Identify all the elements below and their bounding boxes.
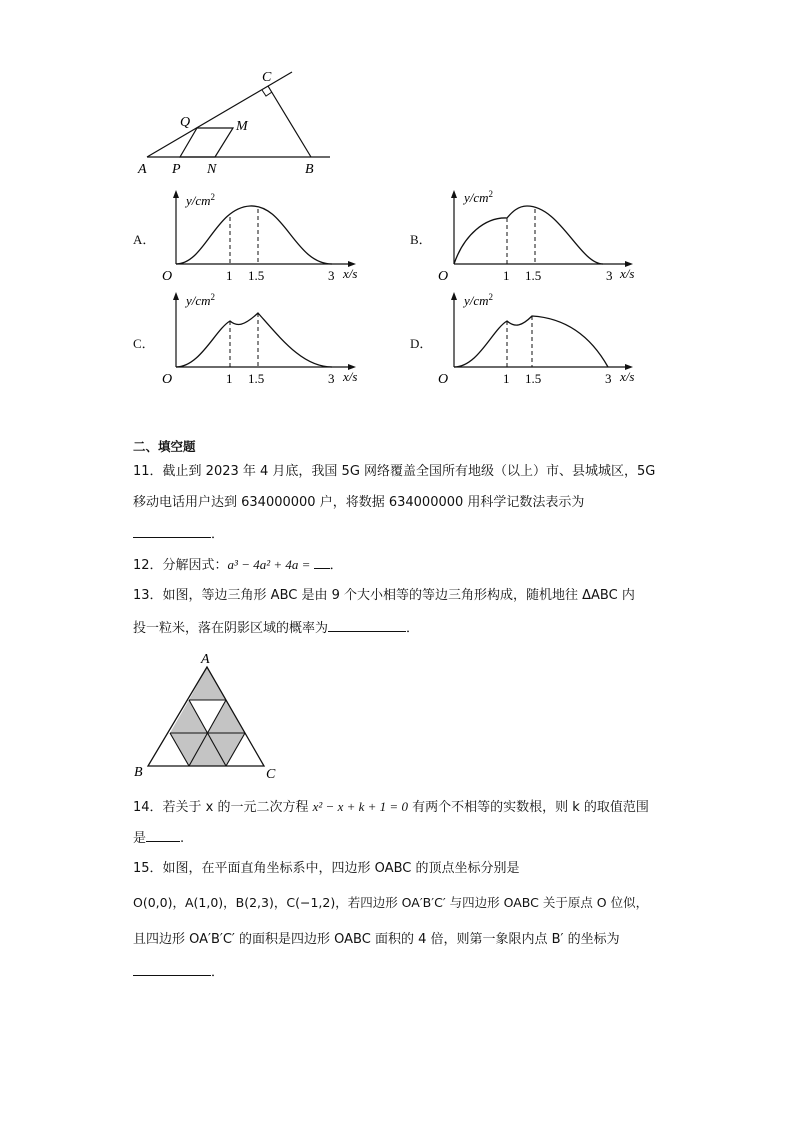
- q12-end: ．: [329, 558, 343, 573]
- top-geometry-figure: [130, 60, 350, 185]
- q11-answer-blank[interactable]: [133, 525, 211, 538]
- option-d-tick-1.5: 1.5: [525, 371, 542, 386]
- q13-line2: [133, 619, 419, 638]
- option-a-tick-3: 3: [328, 268, 335, 283]
- q15-line4: [133, 963, 224, 982]
- option-d-y-axis-label: $y/cm^2$: [464, 292, 494, 308]
- q13-answer-blank[interactable]: [328, 619, 406, 632]
- option-b-origin: O: [438, 269, 449, 284]
- option-b-tick-1: 1: [503, 268, 510, 283]
- q12-expression: a³ − 4a² + 4a =: [227, 557, 314, 572]
- option-c-tick-3: 3: [328, 371, 335, 386]
- label-C: C: [262, 70, 272, 85]
- option-a-x-axis-label: x/s: [343, 266, 358, 281]
- option-a-tick-1: 1: [226, 268, 233, 283]
- q13-line2-text: 投一粒米，落在阴影区域的概率为: [133, 621, 329, 636]
- q12-answer-blank[interactable]: [314, 556, 330, 569]
- option-d-graph: [432, 290, 647, 390]
- option-b-tick-1.5: 1.5: [525, 268, 542, 283]
- q15-line4-end: ．: [211, 965, 225, 980]
- q11-line3-end: ．: [211, 527, 225, 542]
- q14-line2-end: .: [180, 831, 185, 846]
- q15-line3: 且四边形 OA′B′C′ 的面积是四边形 OABC 面积的 4 倍，则第一象限内点 B′ 的坐标为: [133, 932, 620, 947]
- option-c-y-axis-label: $y/cm^2$: [186, 292, 216, 308]
- q13-triangle-figure: [130, 645, 290, 785]
- option-a-tick-1.5: 1.5: [248, 268, 265, 283]
- option-b-graph: [432, 186, 647, 286]
- option-b-x-axis-label: x/s: [620, 266, 635, 281]
- option-a-label: A．: [133, 232, 156, 247]
- label-N: N: [207, 162, 217, 177]
- q12-line: [133, 556, 343, 575]
- option-b-label: B．: [410, 232, 432, 247]
- q14-line1: [133, 798, 649, 817]
- q15-answer-blank[interactable]: [133, 963, 211, 976]
- q13-label-A: A: [201, 652, 210, 667]
- q12-prefix: 12．分解因式：: [133, 558, 228, 573]
- label-A: A: [138, 162, 147, 177]
- option-d-origin: O: [438, 372, 449, 387]
- option-c-label: C．: [133, 336, 155, 351]
- label-Q: Q: [180, 115, 191, 130]
- q13-line2-end: ．: [406, 621, 420, 636]
- label-M: M: [236, 119, 248, 134]
- q11-line3: [133, 525, 224, 544]
- shaded-mid-right: [208, 700, 245, 733]
- option-a-y-axis-label: $y/cm^2$: [186, 192, 216, 208]
- q11-line2: 移动电话用户达到 634000000 户，将数据 634000000 用科学记数法表示为: [133, 495, 585, 510]
- label-P: P: [172, 162, 181, 177]
- shaded-top: [189, 667, 226, 700]
- option-a-origin: O: [162, 269, 173, 284]
- q13-line1: 13．如图，等边三角形 ABC 是由 9 个大小相等的等边三角形构成，随机地往 ΔABC 内: [133, 588, 635, 603]
- shaded-mid-left: [170, 700, 208, 733]
- q13-label-B: B: [134, 765, 143, 780]
- option-c-tick-1.5: 1.5: [248, 371, 265, 386]
- option-d-tick-1: 1: [503, 371, 510, 386]
- option-d-label: D．: [410, 336, 433, 351]
- q11-line1: 11．截止到 2023 年 4 月底，我国 5G 网络覆盖全国所有地级（以上）市、县城城区，5G: [133, 464, 656, 479]
- option-a-graph: [155, 186, 370, 286]
- q14-line2: [133, 829, 184, 848]
- q14-suffix: 有两个不相等的实数根，则 k 的取值范围: [407, 800, 649, 815]
- option-d-tick-3: 3: [605, 371, 612, 386]
- label-B: B: [305, 162, 314, 177]
- q14-answer-blank[interactable]: [146, 829, 180, 842]
- q15-line2: O(0,0)，A(1,0)，B(2,3)，C(−1,2)，若四边形 OA′B′C′ 与四边形 OABC 关于原点 O 位似，: [133, 895, 649, 910]
- option-c-graph: [155, 290, 370, 390]
- q14-line2-text: 是: [133, 831, 147, 846]
- option-d-x-axis-label: x/s: [620, 369, 635, 384]
- option-b-y-axis-label: $y/cm^2$: [464, 189, 494, 205]
- option-c-origin: O: [162, 372, 173, 387]
- q14-prefix: 14．若关于 x 的一元二次方程: [133, 800, 313, 815]
- option-b-tick-3: 3: [606, 268, 613, 283]
- q15-line1: 15．如图，在平面直角坐标系中，四边形 OABC 的顶点坐标分别是: [133, 861, 520, 876]
- q14-equation: x² − x + k + 1 = 0: [312, 799, 408, 814]
- option-c-x-axis-label: x/s: [343, 369, 358, 384]
- q13-label-C: C: [266, 767, 276, 782]
- section-title: 二、填空题: [133, 439, 196, 454]
- option-c-tick-1: 1: [226, 371, 233, 386]
